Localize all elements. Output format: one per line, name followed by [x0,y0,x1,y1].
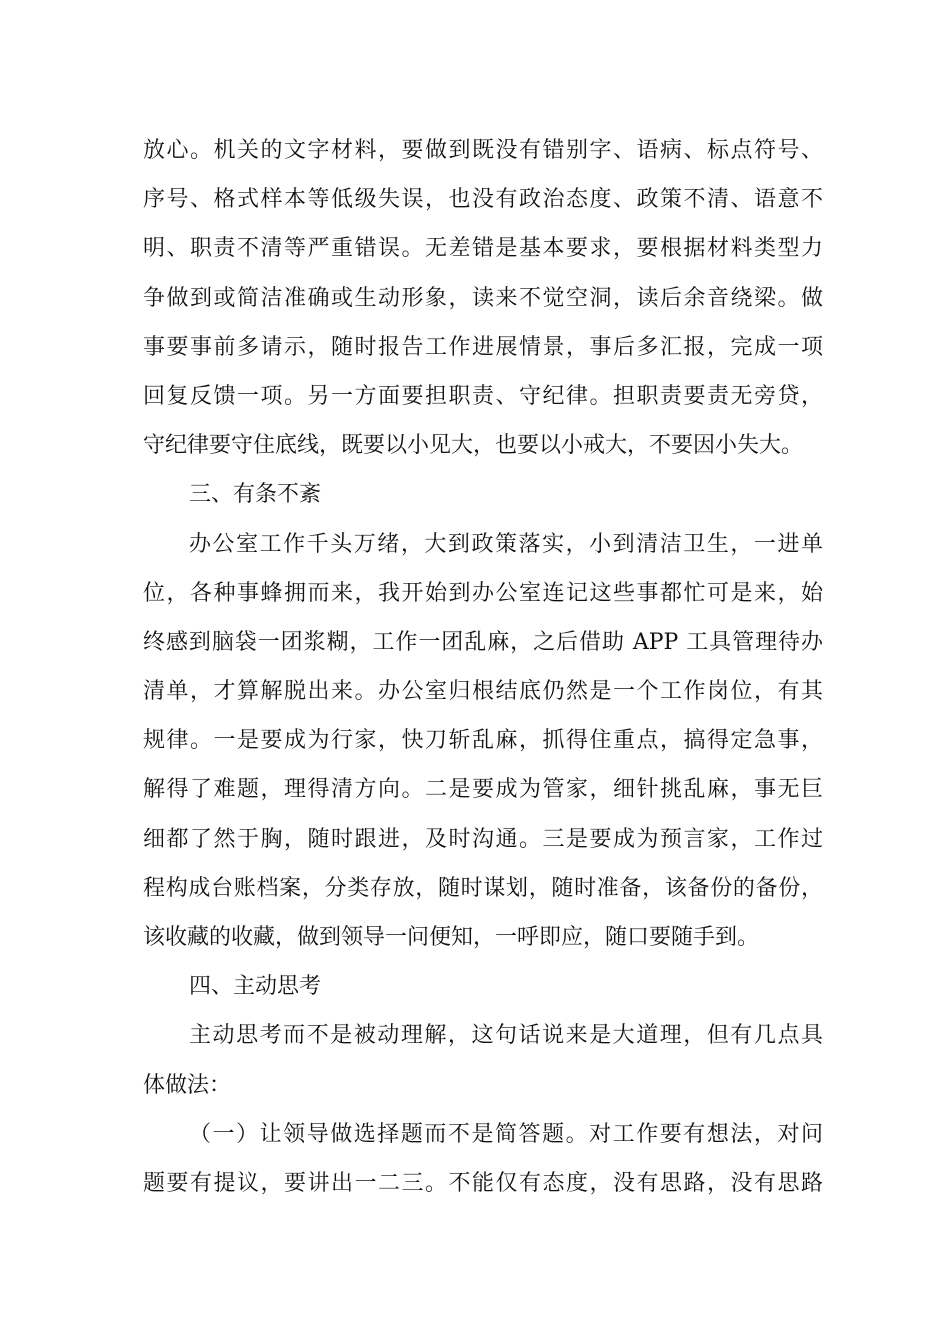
document-body [143,126,823,1208]
body-line: 细都了然于胸，随时跟进，及时沟通。三是要成为预言家，工作过 [143,826,823,852]
body-line: 守纪律要守住底线，既要以小见大，也要以小戒大，不要因小失大。 [143,433,804,459]
body-line: 序号、格式样本等低级失误，也没有政治态度、政策不清、语意不 [143,187,823,213]
body-line: 清单，才算解脱出来。办公室归根结底仍然是一个工作岗位，有其 [143,679,823,705]
section-heading: 三、有条不紊 [189,482,322,508]
body-line: 规律。一是要成为行家，快刀斩乱麻，抓得住重点，搞得定急事， [143,728,823,754]
body-line: 争做到或简洁准确或生动形象，读来不觉空洞，读后余音绕梁。做 [143,285,823,311]
body-line: 程构成台账档案，分类存放，随时谋划，随时准备，该备份的备份， [143,875,823,901]
body-line: 终感到脑袋一团浆糊，工作一团乱麻，之后借助 APP 工具管理待办 [143,629,823,655]
body-line: 放心。机关的文字材料，要做到既没有错别字、语病、标点符号、 [143,138,823,163]
body-line: 办公室工作千头万绪，大到政策落实，小到清洁卫生，一进单 [189,531,823,557]
section-heading: 四、主动思考 [189,974,322,1000]
body-line: 事要事前多请示，随时报告工作进展情景，事后多汇报，完成一项 [143,334,823,360]
body-line: 解得了难题，理得清方向。二是要成为管家，细针挑乱麻，事无巨 [143,777,823,803]
body-line: 主动思考而不是被动理解，这句话说来是大道理，但有几点具 [189,1023,823,1049]
body-line: 题要有提议，要讲出一二三。不能仅有态度，没有思路，没有思路 [143,1170,823,1196]
body-line: 体做法： [143,1072,232,1098]
body-line: 位，各种事蜂拥而来，我开始到办公室连记这些事都忙可是来，始 [143,580,823,606]
body-line: （一）让领导做选择题而不是简答题。对工作要有想法，对问 [189,1121,823,1147]
body-line: 回复反馈一项。另一方面要担职责、守纪律。担职责要责无旁贷， [143,383,823,409]
body-line: 明、职责不清等严重错误。无差错是基本要求，要根据材料类型力 [143,236,823,262]
body-line: 该收藏的收藏，做到领导一问便知，一呼即应，随口要随手到。 [143,925,760,950]
